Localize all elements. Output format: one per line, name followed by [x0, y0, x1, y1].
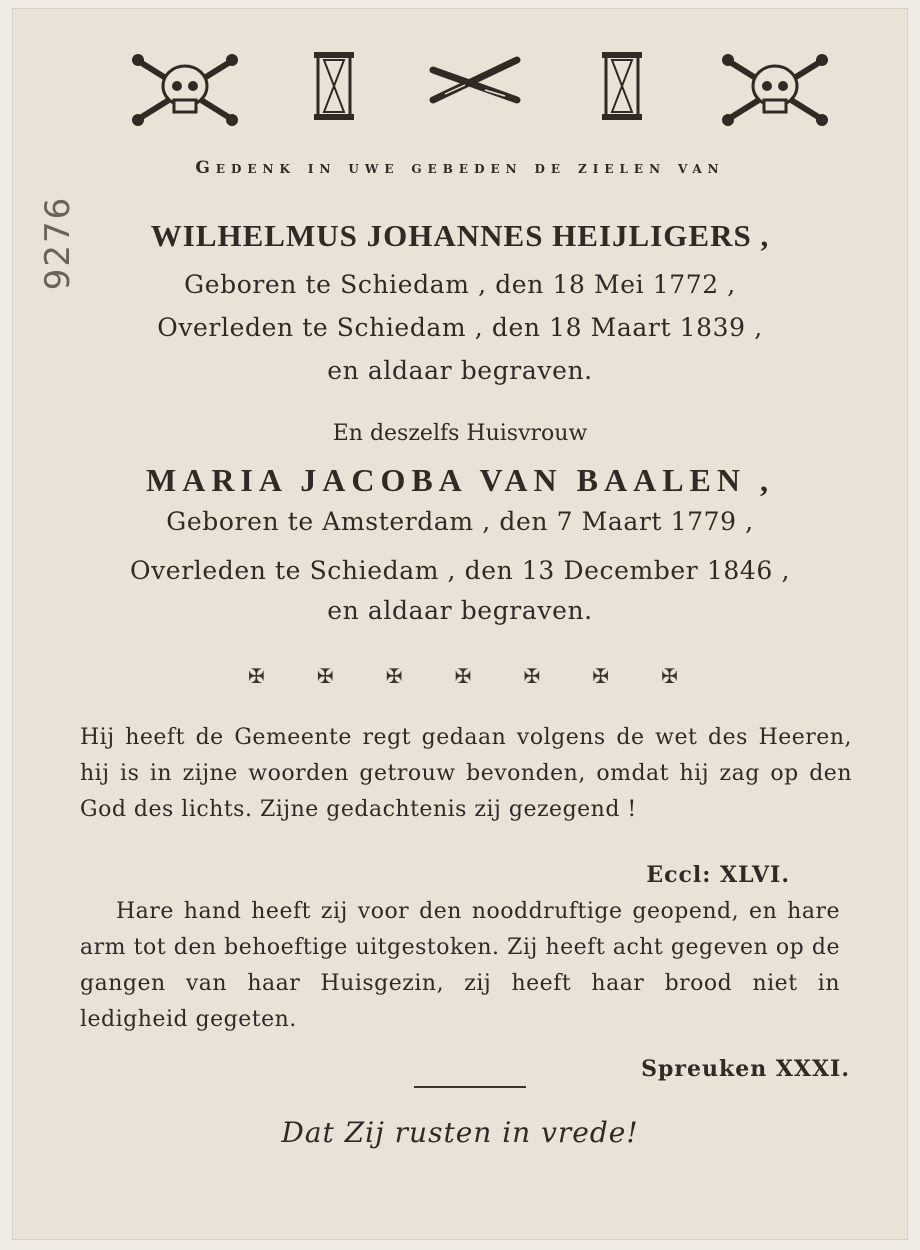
cross-ornament-icon: ✠ [385, 664, 403, 688]
star-divider [248, 664, 678, 688]
wife-born: Geboren te Amsterdam , den 7 Maart 1779 , [166, 507, 754, 536]
cross-ornament-icon: ✠ [248, 664, 265, 688]
cross-ornament-icon: ✠ [316, 664, 334, 688]
verse-1-reference: Eccl: XLVI. [646, 862, 790, 888]
wife-name: MARIA JACOBA VAN BAALEN , [146, 462, 774, 498]
verse-2-reference: Spreuken XXXI. [641, 1056, 850, 1082]
skull-crossbones-icon [130, 50, 240, 130]
margin-note: 9276 [38, 195, 78, 291]
hourglass-icon [312, 50, 356, 122]
verse-2: Hare hand heeft zij voor den nooddruftige geopend, en hare arm tot den behoeftige uitgestoken. Zij heeft acht gegeven op de gangen van haar Huisgezin, zij heeft haar brood niet in ledigheid gegeten. [80, 899, 840, 1032]
crossed-torches-icon [425, 50, 525, 110]
cross-ornament-icon: ✠ [592, 664, 610, 688]
husband-buried: en aldaar begraven. [327, 356, 593, 385]
skull-crossbones-icon [720, 50, 830, 130]
husband-name: WILHELMUS JOHANNES HEIJLIGERS , [150, 218, 770, 253]
closing-line: Dat Zij rusten in vrede! [281, 1116, 639, 1149]
cross-ornament-icon: ✠ [454, 664, 472, 688]
husband-died: Overleden te Schiedam , den 18 Maart 1839 , [157, 313, 763, 342]
intro-line: Gedenk in uwe gebeden de zielen van [195, 158, 725, 178]
cross-ornament-icon: ✠ [661, 664, 678, 688]
verse-1: Hij heeft de Gemeente regt gedaan volgens de wet des Heeren, hij is in zijne woorden getrouw bevonden, omdat hij zag op den God des lichts. Zijne gedachtenis zij gezegend ! [80, 725, 852, 822]
hourglass-icon [600, 50, 644, 122]
cross-ornament-icon: ✠ [523, 664, 541, 688]
ornament-row [120, 50, 840, 135]
husband-born: Geboren te Schiedam , den 18 Mei 1772 , [184, 270, 736, 299]
wife-intro: En deszelfs Huisvrouw [332, 421, 588, 446]
divider-rule [414, 1086, 526, 1088]
wife-buried: en aldaar begraven. [327, 596, 593, 625]
wife-died: Overleden te Schiedam , den 13 December 1846 , [129, 556, 791, 585]
